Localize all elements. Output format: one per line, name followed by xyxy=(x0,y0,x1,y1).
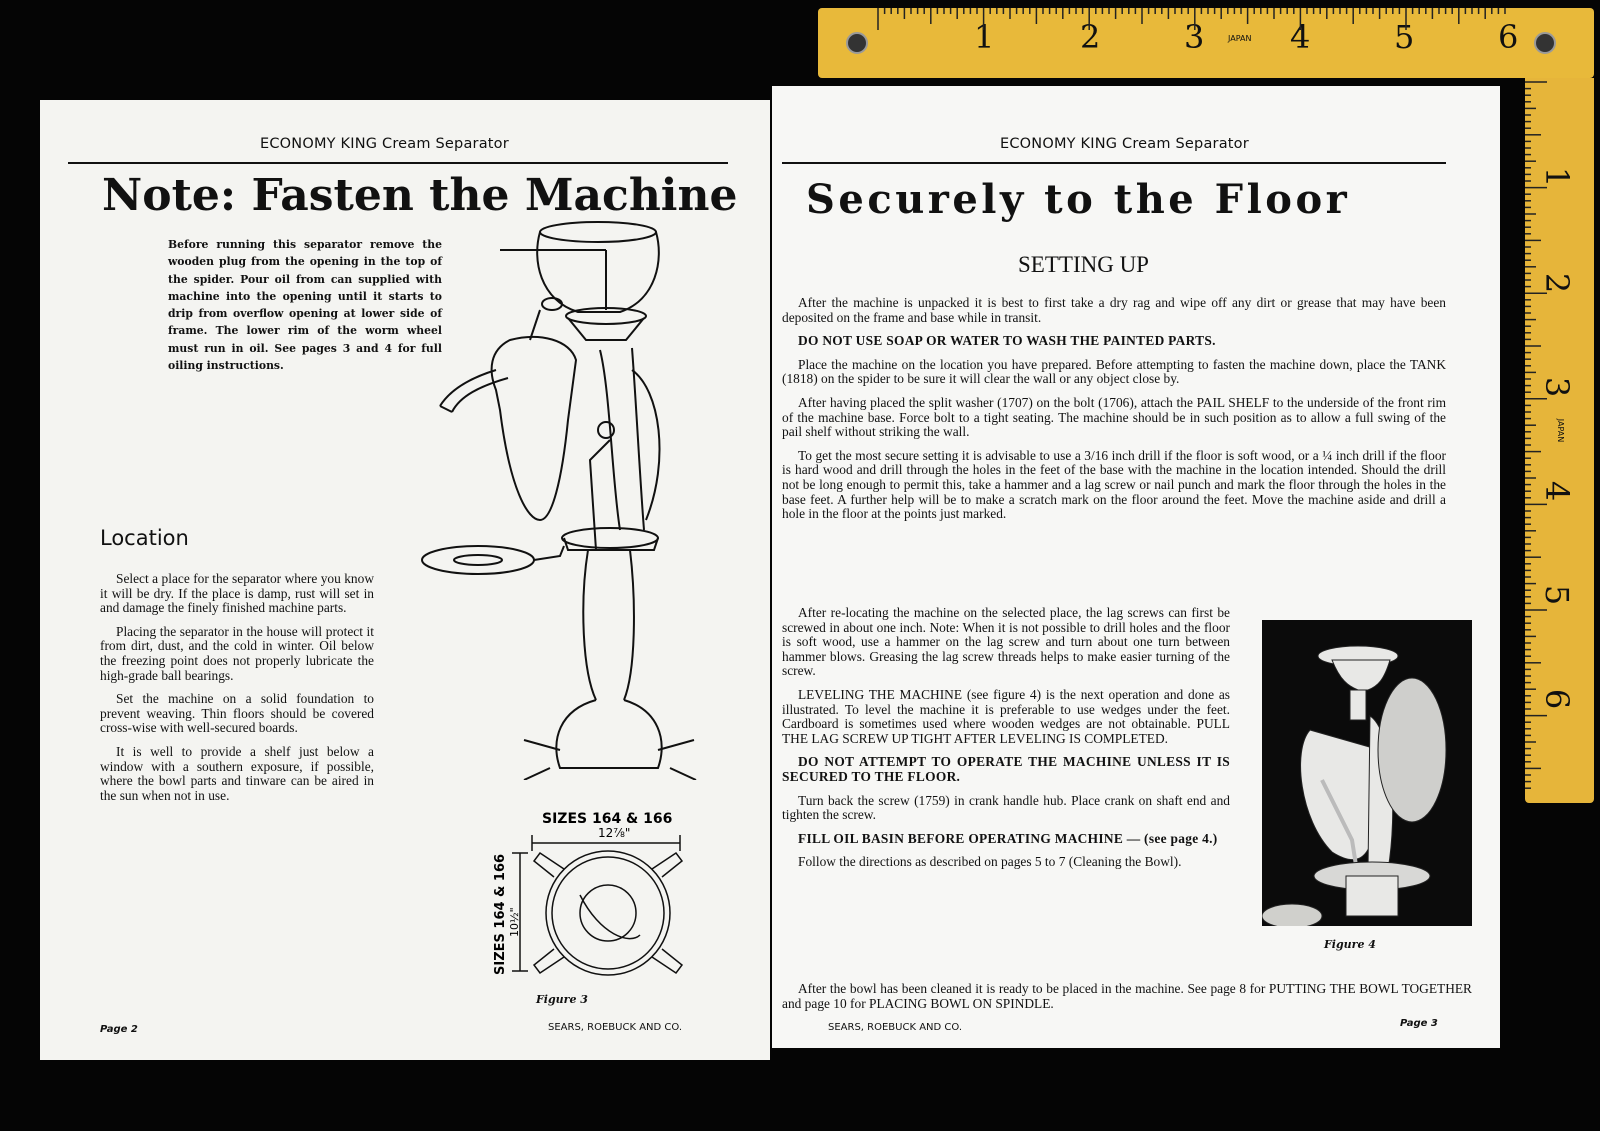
paragraph: Turn back the screw (1759) in crank handle hub. Place crank on shaft end and tighten the screw. xyxy=(782,792,1230,823)
ruler-number: 4 xyxy=(1290,18,1311,56)
ruler-ticks xyxy=(818,8,1594,78)
paragraph: After the machine is unpacked it is best to first take a dry rag and wipe off any dirt or grease that may have been deposited on the frame and base while in transit. xyxy=(782,295,1446,325)
ruler-horizontal xyxy=(818,8,1594,78)
ruler-vertical xyxy=(1525,78,1594,803)
page-headline: Note: Fasten the Machine xyxy=(102,170,738,221)
page-number: Page 3 xyxy=(1400,1018,1438,1029)
figure-4-photo xyxy=(1262,620,1472,926)
location-paragraph: It is well to provide a shelf just below a window with a southern exposure, if possible, where the bowl parts and tinware can be aired in the sun when not in use. xyxy=(100,743,374,803)
figure-4-caption: Figure 4 xyxy=(1324,938,1376,951)
footer-company: SEARS, ROEBUCK AND CO. xyxy=(828,1022,963,1033)
ruler-ticks xyxy=(1525,78,1594,803)
section-title: Location xyxy=(100,526,189,550)
setup-text-top xyxy=(782,296,1446,531)
paragraph: After re-locating the machine on the selected place, the lag screws can first be screwed in about one inch. Note: When it is not possible to drill holes and the floor is soft wood, use a hammer on the lag screw and turn about one turn between hammer blows. Greasing the lag screw threads helps to make easier turning of the screw. xyxy=(782,605,1230,679)
header-rule xyxy=(782,162,1446,164)
location-text xyxy=(100,572,374,812)
ruler-number: 3 xyxy=(1184,18,1205,56)
depth-dimension: 10½" xyxy=(508,907,521,937)
warning-soap: DO NOT USE SOAP OR WATER TO WASH THE PAINTED PARTS. xyxy=(798,333,1216,349)
location-paragraph: Select a place for the separator where you know it will be dry. If the place is damp, rust will set in and damage the finely finished machine parts. xyxy=(100,571,374,616)
side-sizes-label: SIZES 164 & 166 xyxy=(493,853,508,975)
paragraph: After having placed the split washer (1707) on the bolt (1706), attach the PAIL SHELF to the underside of the front rim of the machine base. Force bolt to a tight seating. The machine should be in such position as to allow a full swing of the pail shelf without striking the wall. xyxy=(782,394,1446,440)
ruler-number: 5 xyxy=(1538,584,1577,606)
paragraph: LEVELING THE MACHINE (see figure 4) is the next operation and done as illustrated. To level the machine it is preferable to use wedges under the feet. Cardboard is sometimes used where wooden wedges are not obtainable. PULL THE LAG SCREW UP TIGHT AFTER LEVELING IS COMPLETED. xyxy=(782,686,1230,746)
header-rule xyxy=(68,162,728,164)
location-paragraph: Placing the separator in the house will protect it from dirt, dust, and the cold in winter. Oil below the freezing point does not properly lubricate the high-grade ball bearings. xyxy=(100,623,374,683)
ruler-number: 4 xyxy=(1538,480,1577,502)
width-dimension: 12⅞" xyxy=(598,826,631,840)
warning-operate: DO NOT ATTEMPT TO OPERATE THE MACHINE UNLESS IT IS SECURED TO THE FLOOR. xyxy=(782,754,1230,784)
paragraph: To get the most secure setting it is advisable to use a 3/16 inch drill if the floor is soft wood, or a ¼ inch drill if the floor is hard wood and drill through the holes in the feet of the base with the machine in the location intended. Should the drill not be long enough to permit this, take a hammer and a lag screw or nail punch and mark the floor through the holes in the base feet. A further help will be to make a scratch mark on the floor around the feet. Move the machine aside and drill a hole in the floor at the points just marked. xyxy=(782,447,1446,522)
left-page xyxy=(40,100,770,1060)
base-dimension-diagram xyxy=(480,805,750,1015)
ruler-number: 2 xyxy=(1538,272,1577,294)
page-headline: Securely to the Floor xyxy=(806,176,1351,223)
figure-3-caption: Figure 3 xyxy=(536,993,588,1006)
section-title: SETTING UP xyxy=(1018,252,1149,277)
ruler-brand: JAPAN xyxy=(1556,418,1566,443)
ruler-number: 1 xyxy=(974,18,995,56)
ruler-number: 5 xyxy=(1394,18,1415,56)
setup-text-bottom xyxy=(782,606,1230,879)
warning-oil: FILL OIL BASIN BEFORE OPERATING MACHINE — (see page 4.) xyxy=(798,830,1218,846)
ruler-number: 6 xyxy=(1538,688,1577,710)
ruler-number: 1 xyxy=(1538,166,1577,188)
page-number: Page 2 xyxy=(100,1024,138,1035)
paragraph: Follow the directions as described on pages 5 to 7 (Cleaning the Bowl). xyxy=(798,854,1182,870)
sizes-label: SIZES 164 & 166 xyxy=(542,811,673,827)
setup-text-final xyxy=(782,982,1472,1020)
ruler-number: 3 xyxy=(1538,376,1577,398)
ruler-brand: JAPAN xyxy=(1228,34,1252,43)
right-page xyxy=(772,86,1500,1048)
footer-company: SEARS, ROEBUCK AND CO. xyxy=(548,1022,683,1033)
location-paragraph: Set the machine on a solid foundation to prevent weaving. Thin floors should be covered cross-wise with well-secured boards. xyxy=(100,691,374,736)
running-head: ECONOMY KING Cream Separator xyxy=(1000,136,1249,152)
paragraph: After the bowl has been cleaned it is ready to be placed in the machine. See page 8 for PUTTING THE BOWL TOGETHER and page 10 for PLACING BOWL ON SPINDLE. xyxy=(782,981,1472,1011)
running-head: ECONOMY KING Cream Separator xyxy=(260,136,509,152)
ruler-number: 2 xyxy=(1080,18,1101,56)
separator-illustration xyxy=(400,220,740,780)
ruler-number: 6 xyxy=(1498,18,1519,56)
paragraph: Place the machine on the location you have prepared. Before attempting to fasten the machine down, place the TANK (1818) on the spider to be sure it will clear the wall or any object close by. xyxy=(782,356,1446,387)
oil-note: Before running this separator remove the wooden plug from the opening in the top of the spider. Pour oil from can supplied with machine into the opening until it starts to drip from overflow opening at lower side of frame. The lower rim of the worm wheel must run in oil. See pages 3 and 4 for full oiling instructions. xyxy=(168,238,442,373)
